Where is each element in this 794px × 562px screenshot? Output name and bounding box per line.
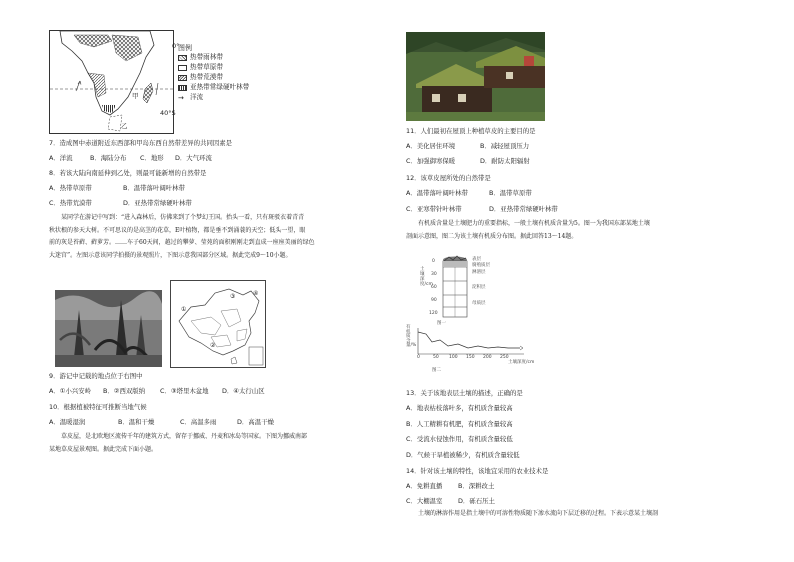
passage-leaching: 土壤的淋溶作用是指土壤中的可溶性物质随下渗水流向下层迁移的过程。下表示意某土壤剖 <box>418 510 659 517</box>
question-9: 9．游记中记载的地点位于右图中 <box>49 372 143 380</box>
question-12: 12．该草皮屋所处的自然带是 <box>406 174 491 182</box>
q12-option-c: C．亚寒带针叶林带 <box>406 205 462 213</box>
passage-soil <box>406 218 751 243</box>
depth-x-tick: 150 <box>466 355 475 360</box>
q12-option-a: A．温带落叶阔叶林带 <box>406 189 468 197</box>
q8-option-c: C．热带荒漠带 <box>49 199 92 207</box>
bars-swatch-icon <box>178 85 187 91</box>
china-map-label-4: ④ <box>253 290 259 297</box>
q14-option-b: B．深耕改土 <box>458 482 495 490</box>
legend-label: 洋流 <box>190 93 204 102</box>
africa-map-drawing <box>50 31 175 135</box>
depth-x-tick: 100 <box>449 355 458 360</box>
q14-option-c: C．大棚温室 <box>406 497 443 505</box>
question-7: 7．造成图中赤道附近东西部和甲岛东西自然带差异的共同因素是 <box>49 139 233 147</box>
legend-title: 图例 <box>178 44 192 52</box>
q13-option-d: D．气候干旱植被稀少，有机质含量较低 <box>406 451 520 459</box>
legend-item <box>178 93 288 103</box>
soil-depth-axis-label: 土壤深度/cm <box>420 267 433 287</box>
passage-line: 某同学在游记中写到：“进入森林后，仿佛来到了个梦幻王国。抬头一看，只有斑驳衣着青青 <box>61 214 305 221</box>
sod-roof-house-photo <box>406 32 545 121</box>
q7-option-c: C．地形 <box>140 154 164 162</box>
layer-label: 淋溶层 <box>472 270 486 275</box>
china-map-label-2: ② <box>210 342 216 349</box>
legend-label: 亚热带常绿硬叶林带 <box>190 83 250 92</box>
passage-line: 草皮屋，是北欧地区流传千年的建筑方式，留存于挪威、丹麦和冰岛等国家。下图为挪威南部 <box>61 433 308 440</box>
passage-line: 某地草皮屋景观图。据此完成下面小题。 <box>49 445 158 453</box>
q7-option-b: B．海陆分布 <box>90 154 127 162</box>
layer-label: 腐殖质层 <box>472 263 490 268</box>
q12-option-b: B．温带草原带 <box>489 189 532 197</box>
china-map-label-3: ③ <box>230 293 236 300</box>
question-8: 8．若该大陆向南延伸到乙处，则最可能新增的自然带是 <box>49 169 207 177</box>
q10-option-a: A．温暖湿润 <box>49 418 86 426</box>
q14-option-a: A．免耕直播 <box>406 482 443 490</box>
china-map <box>170 280 266 368</box>
map-label-yi: 乙 <box>121 122 128 130</box>
continent-shape <box>60 31 154 115</box>
q11-option-b: B．减轻屋顶压力 <box>480 142 530 150</box>
passage-travelogue <box>49 212 359 262</box>
organic-axis-y-label: 有机质含量/% <box>406 325 417 349</box>
figure-1-caption: 图一 <box>437 321 446 326</box>
question-13: 13．关于该地表层土壤的描述，正确的是 <box>406 389 523 397</box>
lat-label-top: 0° <box>172 42 180 50</box>
arrow-icon: → <box>178 94 184 103</box>
legend-item <box>178 83 288 93</box>
lat-label-bottom: 40°S <box>160 109 176 117</box>
q11-option-a: A．美化居住环境 <box>406 142 456 150</box>
depth-tick: 90 <box>431 298 437 303</box>
passage-line: 前的灰是苔藓、藓萝芳。……车子60天间，越过的攀萝、莹苑的面积刚刚走到直成一座座美丽的绿色 <box>49 239 315 246</box>
q13-option-c: C．受流水侵蚀作用，有机质含量较低 <box>406 435 513 443</box>
q14-option-d: D．砾石压土 <box>458 497 495 505</box>
depth-x-tick: 0 <box>417 355 420 360</box>
depth-x-tick: 200 <box>483 355 492 360</box>
depth-x-tick: 50 <box>433 355 439 360</box>
legend-label: 热带草原带 <box>190 63 223 72</box>
depth-tick: 0 <box>432 259 435 264</box>
q9-option-a: A．①小兴安岭 <box>49 387 92 395</box>
question-10: 10．根据植被特征可推断当地气候 <box>49 403 147 411</box>
passage-sod-house <box>49 431 359 456</box>
legend-item <box>178 63 288 73</box>
rainforest-photo <box>55 290 162 367</box>
depth-tick: 60 <box>431 285 437 290</box>
q9-option-b: B．②西双版纳 <box>103 387 146 395</box>
q8-option-a: A．热带草原带 <box>49 184 92 192</box>
depth-x-tick: 250 <box>500 355 509 360</box>
question-14: 14．针对该土壤的特性，该地宜采用的农业技术是 <box>406 467 549 475</box>
organic-axis-x-label: 土壤深度/cm <box>508 360 535 365</box>
q8-option-d: D．亚热带常绿硬叶林带 <box>123 199 192 207</box>
q9-option-d: D．④太行山区 <box>222 387 265 395</box>
question-11: 11．人们最初在屋顶上种植草皮的主要目的是 <box>406 127 536 135</box>
legend-item <box>178 73 288 83</box>
lines-swatch-icon <box>178 75 187 81</box>
china-map-label-1: ① <box>181 306 187 313</box>
depth-tick: 120 <box>429 311 438 316</box>
q9-option-c: C．③塔里木盆地 <box>160 387 209 395</box>
q13-option-a: A．地表枯枝落叶多，有机质含量较高 <box>406 404 513 412</box>
blank-swatch-icon <box>178 65 187 71</box>
passage-line: 有机质含量是土壤肥力的重要指标，一般土壤有机质含量为5。图一为我国东部某地土壤 <box>418 220 650 227</box>
q10-option-c: C．高温多雨 <box>180 418 217 426</box>
q10-option-d: D．高温干燥 <box>237 418 274 426</box>
q11-option-c: C．加强御寒保暖 <box>406 157 456 165</box>
q7-option-a: A．洋流 <box>49 154 73 162</box>
layer-label: 表层 <box>472 257 481 262</box>
q8-option-b: B．温带落叶阔叶林带 <box>123 184 185 192</box>
layer-label: 母质层 <box>472 301 486 306</box>
q10-option-b: B．温和干燥 <box>118 418 155 426</box>
q13-option-b: B．人工精耕有机肥，有机质含量较高 <box>406 420 513 428</box>
depth-tick: 30 <box>431 272 437 277</box>
map-legend <box>178 44 288 103</box>
soil-profile-figure <box>420 255 490 327</box>
legend-label: 热带雨林带 <box>190 53 223 62</box>
q7-option-d: D．大气环流 <box>175 154 212 162</box>
q11-option-d: D．耐防太阳辐射 <box>480 157 530 165</box>
soil-column-drawing <box>440 255 470 319</box>
q12-option-d: D．亚热带常绿硬叶林带 <box>489 205 558 213</box>
organic-matter-figure <box>406 325 535 366</box>
africa-map <box>49 30 174 134</box>
legend-label: 热带荒漠带 <box>190 73 223 82</box>
passage-line: 大迷宫”。左图示意该同学拍摄的景观照片，下图示意我国部分区域。据此完成9～10小题。 <box>49 251 292 259</box>
map-label-jia: 甲 <box>132 92 139 100</box>
passage-line: 秋状根的参天大树。不可思议的是高茎的花草，E叶植物，都是垂不到涌蓑的天空；低头一望，眼 <box>49 226 306 234</box>
passage-line: 剖面示意图，图二为该土壤有机质分布图。据此回答13～14题。 <box>406 232 578 240</box>
figure-2-caption: 图二 <box>432 368 441 373</box>
legend-item <box>178 53 288 63</box>
crosshatch-swatch-icon <box>178 55 187 61</box>
layer-label: 淀积层 <box>472 285 486 290</box>
